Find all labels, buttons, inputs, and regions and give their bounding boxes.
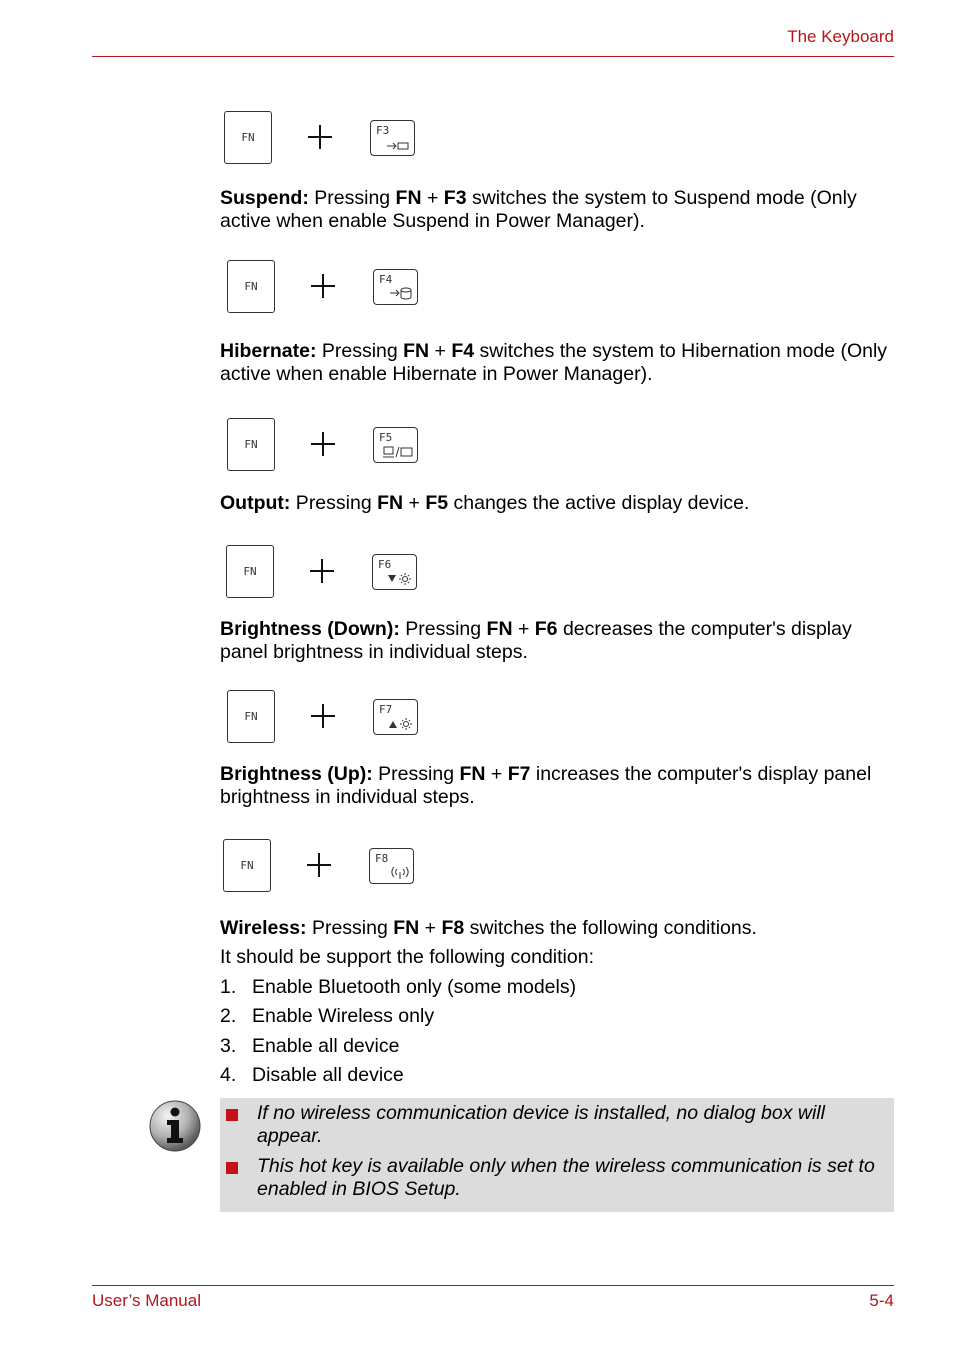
- list-item: 4. Disable all device: [220, 1064, 404, 1086]
- fn-key: FN: [226, 545, 274, 598]
- brightness-up-description: Brightness (Up): Pressing FN + F7 increases the computer's display panel brightness in individual steps.: [220, 763, 872, 808]
- wireless-antenna-icon: [391, 867, 409, 879]
- brightness-down-icon: [386, 573, 412, 585]
- f6-key: [372, 554, 417, 590]
- hibernate-description: Hibernate: Pressing FN + F4 switches the system to Hibernation mode (Only active when enable Hibernate in Power Manager).: [220, 340, 888, 385]
- fn-key: FN: [227, 260, 275, 313]
- output-description: Output: Pressing FN + F5 changes the active display device.: [220, 492, 750, 514]
- header-rule: [92, 56, 894, 57]
- f3-key-label: F3: [376, 124, 390, 137]
- bullet-square-icon: [226, 1109, 238, 1121]
- f4-key-label: F4: [379, 273, 393, 286]
- hibernate-icon: [389, 286, 413, 300]
- brightness-down-description: Brightness (Down): Pressing FN + F6 decreases the computer's display panel brightness in individual steps.: [220, 618, 852, 663]
- fn-key: FN: [227, 418, 275, 471]
- footer-rule: [92, 1285, 894, 1286]
- list-item: 3. Enable all device: [220, 1035, 400, 1057]
- plus-icon: [311, 271, 341, 301]
- fn-key: FN: [224, 111, 272, 164]
- header-section-title: The Keyboard: [787, 27, 894, 46]
- fn-key: FN: [223, 839, 271, 892]
- footer-manual-title: User’s Manual: [92, 1291, 201, 1310]
- plus-icon: [308, 122, 338, 152]
- f3-key: [370, 120, 415, 156]
- brightness-up-icon: [387, 718, 413, 730]
- plus-icon: [307, 850, 337, 880]
- note-item: This hot key is available only when the wireless communication is set to enabled in BIOS Setup.: [257, 1155, 887, 1201]
- display-switch-icon: [383, 446, 413, 458]
- f5-key: [373, 427, 418, 463]
- support-condition-text: It should be support the following condition:: [220, 946, 594, 968]
- plus-icon: [311, 701, 341, 731]
- note-item: If no wireless communication device is installed, no dialog box will appear.: [257, 1102, 887, 1148]
- f5-key-label: F5: [379, 431, 393, 444]
- suspend-description: Suspend: Pressing FN + F3 switches the system to Suspend mode (Only active when enable Suspend in Power Manager).: [220, 187, 857, 232]
- plus-icon: [311, 429, 341, 459]
- f8-key-label: F8: [375, 852, 389, 865]
- plus-icon: [310, 556, 340, 586]
- f7-key: [373, 699, 418, 735]
- wireless-description: Wireless: Pressing FN + F8 switches the following conditions.: [220, 917, 757, 939]
- f6-key-label: F6: [378, 558, 392, 571]
- list-item: 2. Enable Wireless only: [220, 1005, 435, 1027]
- f8-key: [369, 848, 414, 884]
- f4-key: [373, 269, 418, 305]
- list-item: 1. Enable Bluetooth only (some models): [220, 976, 577, 998]
- info-icon: [148, 1099, 202, 1153]
- fn-key: FN: [227, 690, 275, 743]
- note-box: [220, 1098, 894, 1212]
- f7-key-label: F7: [379, 703, 393, 716]
- page-number: 5-4: [869, 1291, 894, 1310]
- bullet-square-icon: [226, 1162, 238, 1174]
- suspend-icon: [386, 141, 410, 151]
